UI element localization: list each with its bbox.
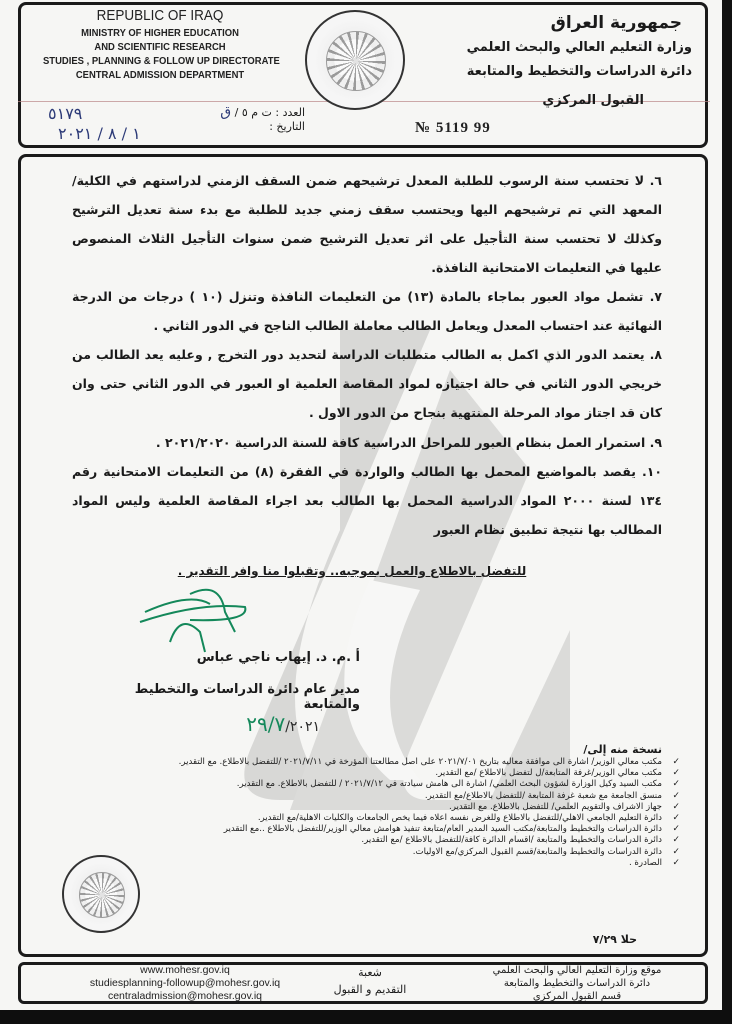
clause-number: ٨. bbox=[649, 347, 662, 362]
clause-text: يعتمد الدور الذي اكمل به الطالب متطلبات الدراسة لتحديد دور التخرج , وعليه يعد الطالب من خريجي الدور الثاني في حالة اجتيازه لمواد المقاصة العلمية او العبور في الدور الثاني حتى وان كان قد اجتاز مواد المرحلة المنتهية بنجاح من الدور الاول . bbox=[72, 347, 662, 420]
footer-contacts bbox=[60, 964, 310, 1003]
department-en: CENTRAL ADMISSION DEPARTMENT bbox=[75, 69, 245, 81]
ministry-en-1: MINISTRY OF HIGHER EDUCATION bbox=[81, 27, 239, 39]
closing-line: للتفضل بالاطلاع والعمل بموجبه.. وتقبلوا منا وافر التقدير . bbox=[177, 564, 527, 578]
copies-title: نسخة منه إلى/ bbox=[583, 743, 662, 756]
signature-icon bbox=[130, 582, 250, 657]
ministry-ar: وزارة التعليم العالي والبحث العلمي bbox=[466, 40, 692, 55]
copies-list bbox=[62, 757, 682, 869]
copy-recipient: ✓ مكتب معالي الوزير/ اشارة الى موافقة معاليه بتاريخ ٢٠٢١/٧/٠١ على اصل مطالعتنا المؤرخة في ٢٠٢١/٧/١١ /للتفضل بالاطلاع. مع التقدير. bbox=[62, 757, 682, 768]
clause-number: ٦. bbox=[649, 173, 662, 188]
reference-number-label: العدد : ت م ٥ / bbox=[234, 106, 305, 119]
copy-recipient: ✓ مكتب معالي الوزير/غرفة المتابعة/ل لتفضل بالاطلاع /مع التقدير. bbox=[62, 768, 682, 779]
reference-date-row bbox=[180, 120, 305, 133]
signatory-name: أ .م. د. إيهاب ناجي عباس bbox=[196, 650, 360, 665]
footer-org-line1: موقع وزارة التعليم العالي والبحث العلمي bbox=[492, 965, 662, 976]
clause-8 bbox=[72, 340, 662, 427]
copy-recipient: ✓ دائرة التعليم الجامعي الاهلي/للتفضل بالاطلاع وللغرض نفسه اعلاه فيما يخص الجامعات والكليات الاهلية/مع التقدير. bbox=[62, 813, 682, 824]
reference-number-prefix: ق bbox=[220, 104, 232, 120]
ministry-seal-footer-icon bbox=[62, 855, 140, 933]
signature-date-handwritten: ٢٩/٧ bbox=[246, 712, 286, 736]
footer-stamp-line2: التقديم و القبول bbox=[333, 983, 407, 996]
reference-date-label: التاريخ : bbox=[269, 120, 305, 133]
ministry-seal-icon bbox=[305, 10, 405, 110]
clause-number: ٩. bbox=[649, 435, 662, 450]
country-en: REPUBLIC OF IRAQ bbox=[96, 7, 224, 24]
ministry-en-2: AND SCIENTIFIC RESEARCH bbox=[94, 41, 226, 53]
clause-6 bbox=[72, 166, 662, 282]
copy-recipient: ✓ الصادرة . bbox=[62, 858, 682, 869]
footer-org-line2: دائرة الدراسات والتخطيط والمتابعة bbox=[503, 978, 651, 989]
department-ar: القبول المركزي bbox=[542, 93, 644, 108]
clause-text: يقصد بالمواضيع المحمل بها الطالب والواردة في الفقرة (٨) من التعليمات الامتحانية رقم ١٣٤ لسنة ٢٠٠٠ المواد الدراسية المحمل بها الطالب بعد اجراء المقاصة العلمية وليس المواد المطالب بها نتيجة تطبيق نظام العبور bbox=[72, 464, 662, 537]
scan-border-bottom bbox=[0, 1010, 732, 1024]
clause-text: لا تحتسب سنة الرسوب للطلبة المعدل ترشيحهم ضمن السقف الزمني لدراستهم في الكلية/المعهد التي تم ترشيحهم اليها ويحتسب سقف زمني جديد للطلبة مع بدء سنة تعديل الترشيح وكذلك لا تحتسب سنة التأجيل على اثر تعديل الترشيح ضمن سنوات التأجيل الثلاث المنصوص عليها في التعليمات الامتحانية النافذة. bbox=[72, 173, 662, 275]
copy-recipient: ✓ منسق الجامعة مع شعبة غرفة المتابعة /للتفضل بالاطلاع/مع التقدير. bbox=[62, 791, 682, 802]
header-arabic bbox=[452, 10, 692, 112]
signature-date-printed: /٢٠٢١ bbox=[285, 719, 320, 735]
country-ar: جمهورية العراق bbox=[550, 13, 682, 33]
copy-recipient: ✓ مكتب السيد وكيل الوزارة لشؤون البحث العلمي/ اشارة الى هامش سيادته في ٢٠٢١/٧/١٢ / للتفضل بالاطلاع. مع التقدير. bbox=[62, 779, 682, 790]
typist-initials: حلا ٧/٢٩ bbox=[592, 933, 637, 946]
reference-number-handwritten: ٥١٧٩ bbox=[48, 104, 83, 123]
footer-org bbox=[462, 964, 692, 1003]
clause-number: ٧. bbox=[649, 289, 662, 304]
reference-date-handwritten: ١ / ٨ / ٢٠٢١ bbox=[58, 124, 141, 143]
clause-text: استمرار العمل بنظام العبور للمراحل الدراسية كافة للسنة الدراسية ٢٠٢١/٢٠٢٠ . bbox=[155, 435, 646, 450]
footer-org-line3: قسم القبول المركزي bbox=[532, 991, 622, 1002]
clause-7 bbox=[72, 282, 662, 340]
scan-border-right bbox=[722, 0, 732, 1024]
signatory-title: مدير عام دائرة الدراسات والتخطيط والمتابعة bbox=[134, 682, 360, 712]
directorate-ar: دائرة الدراسات والتخطيط والمتابعة bbox=[466, 64, 692, 79]
signature-date bbox=[170, 712, 320, 736]
serial-number: № 5119 99 bbox=[415, 120, 491, 136]
reference-number-row bbox=[180, 104, 305, 120]
header-english bbox=[30, 6, 290, 82]
reference-block bbox=[180, 104, 305, 133]
directorate-en: STUDIES , PLANNING & FOLLOW UP DIRECTORATE bbox=[43, 55, 280, 67]
clause-9 bbox=[72, 428, 662, 457]
footer-email-admission[interactable]: centraladmission@mohesr.gov.iq bbox=[107, 990, 263, 1002]
copy-recipient: ✓ جهاز الاشراف والتقويم العلمي/ للتفضل بالاطلاع. مع التقدير. bbox=[62, 802, 682, 813]
footer-stamp-line1: شعبة bbox=[358, 966, 382, 979]
copy-recipient: ✓ دائرة الدراسات والتخطيط والمتابعة/قسم القبول المركزي/مع الاوليات. bbox=[62, 847, 682, 858]
copy-recipient: ✓ دائرة الدراسات والتخطيط والمتابعة/مكتب السيد المدير العام/متابعة تنفيذ هوامش معالي الوزير/للتفضل بالاطلاع ..مع التقدير bbox=[62, 824, 682, 835]
footer-website-link[interactable]: www.mohesr.gov.iq bbox=[140, 964, 230, 976]
copy-recipient: ✓ دائرة الدراسات والتخطيط والمتابعة /اقسام الدائرة كافة/للتفضل بالاطلاع /مع التقدير. bbox=[62, 835, 682, 846]
footer-stamp bbox=[300, 964, 440, 998]
clause-10 bbox=[72, 457, 662, 544]
footer-email-studies[interactable]: studiesplanning-followup@mohesr.gov.iq bbox=[89, 977, 281, 989]
clause-number: ١٠. bbox=[641, 464, 662, 479]
clause-text: تشمل مواد العبور بماجاء بالمادة (١٣) من التعليمات النافذة وتنزل (١٠ ) درجات من الدرجة النهائية عند احتساب المعدل ويعامل الطالب معاملة الطالب الناجح في الدور الثاني . bbox=[72, 289, 662, 333]
